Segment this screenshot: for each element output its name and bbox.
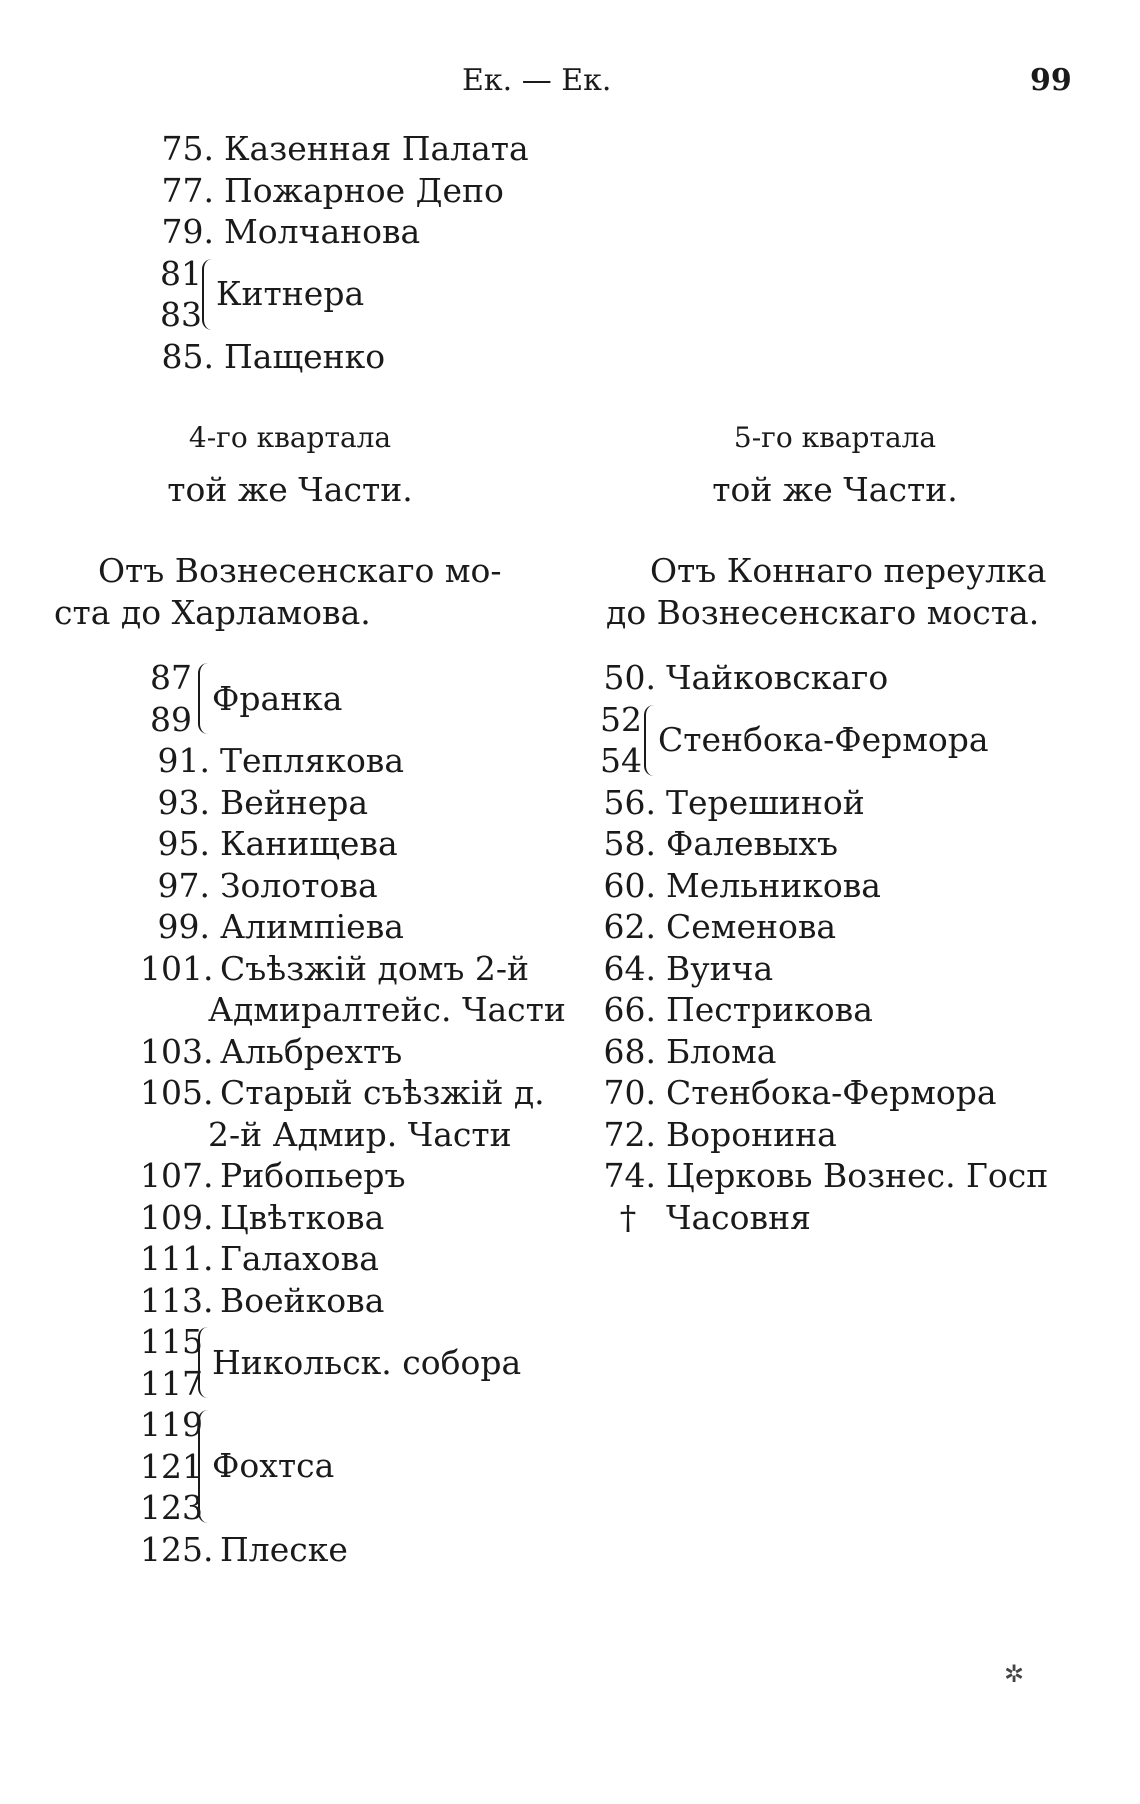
house-entry [140,823,566,865]
owner-name: Воейкова [220,1280,385,1320]
right-house-list [600,657,1048,1238]
right-quarter-heading: 5-го квартала [733,421,937,454]
brace-icon [198,663,208,734]
bracket-entry [140,1404,566,1529]
house-number: 62. [603,907,656,946]
house-number: 107. [140,1156,214,1195]
house-number: 60. [603,865,656,905]
house-entry [140,782,566,824]
owner-name: Фалевыхъ [666,824,839,863]
house-number: 125. [140,1529,214,1569]
brace-icon [644,705,654,776]
house-number: 89 [150,699,192,739]
house-entry [140,948,566,990]
house-number: 113. [140,1280,214,1320]
owner-name: Теплякова [220,741,405,780]
left-quarter-heading: 4-го квартала [188,421,392,454]
house-entry [140,1280,566,1322]
owner-name: Съѣзжій домъ 2-й [220,948,530,988]
house-entry [140,906,566,948]
owner-name: Часовня [666,1197,811,1237]
ornament-icon: ✲ [1004,1660,1025,1688]
house-number: 111. [140,1239,214,1278]
house-entry [600,1197,1048,1239]
owner-name: Стенбока-Фермора [658,720,989,759]
house-number: 58. [603,824,656,863]
owner-name: Цвѣткова [220,1197,385,1237]
house-number: 85. [161,336,214,376]
owner-name-continuation: 2-й Адмир. Части [208,1114,512,1154]
owner-name: Альбрехтъ [220,1031,403,1071]
house-entry [600,948,1048,990]
bracket-entry [600,699,1048,782]
house-number: 121 [140,1446,203,1486]
house-number: 75. [161,129,214,168]
owner-name: Вейнера [220,782,369,822]
owner-name: Плеске [220,1529,348,1569]
running-header: Ек. — Ек. [462,63,612,98]
house-number: 87 [150,658,192,697]
house-number: 103. [140,1031,214,1071]
house-number: 52 [600,699,642,739]
house-number: 83 [160,295,202,334]
owner-name: Рибопьеръ [220,1156,406,1195]
house-number: 72. [603,1114,656,1154]
house-number: 119 [140,1405,203,1444]
owner-name: Молчанова [224,212,421,251]
house-entry [140,740,566,782]
house-entry [600,1031,1048,1073]
house-number: 95. [157,824,210,863]
house-number: 81 [160,253,202,293]
house-number: 74. [603,1156,656,1195]
owner-name: Пожарное Депо [224,170,504,210]
brace-icon [198,1327,208,1398]
house-number: 50. [603,658,656,697]
owner-name: Мельникова [666,865,881,905]
owner-name: Терешиной [666,782,865,822]
house-entry [600,823,1048,865]
house-entry [140,1155,566,1197]
house-entry [600,1155,1048,1197]
house-entry [160,170,529,212]
brace-icon [202,259,212,330]
owner-name: Галахова [220,1239,379,1278]
house-number: 68. [603,1031,656,1071]
house-number: 54 [600,741,642,780]
owner-name: Фохтса [212,1446,335,1486]
brace-icon [198,1410,208,1523]
top-house-list [160,128,529,377]
house-number: 117 [140,1363,203,1403]
left-part-heading: той же Части. [167,470,413,509]
house-entry [160,336,529,378]
house-entry [600,1072,1048,1114]
house-entry [140,865,566,907]
bracket-entry [140,1321,566,1404]
owner-name: Пестрикова [666,990,873,1029]
owner-name: Старый съѣзжій д. [220,1073,545,1112]
house-number: 79. [161,212,214,251]
house-entry [140,1072,566,1114]
house-entry [600,657,1048,699]
right-subtitle-line2: до Вознесенскаго моста. [606,593,1040,632]
house-entry [140,1529,566,1571]
house-number: 115 [140,1322,203,1361]
house-entry [600,782,1048,824]
house-entry [600,906,1048,948]
owner-name: Семенова [666,907,837,946]
left-house-list [140,657,566,1570]
owner-name: Канищева [220,824,398,863]
house-number: 56. [603,782,656,822]
house-number: 97. [157,865,210,905]
house-entry [140,1197,566,1239]
house-entry [160,211,529,253]
right-subtitle-line1: Отъ Коннаго переулка [650,551,1047,590]
house-number: 105. [140,1073,214,1112]
house-number: 77. [161,170,214,210]
house-number: 93. [157,782,210,822]
house-entry [600,1114,1048,1156]
owner-name: Чайковскаго [666,658,889,697]
house-number: 91. [157,741,210,780]
bracket-entry [160,253,529,336]
page-number: 99 [1030,63,1072,98]
house-entry [140,1238,566,1280]
house-entry [140,1031,566,1073]
owner-name: Никольск. собора [212,1342,522,1382]
owner-name: Блома [666,1031,777,1071]
house-entry [160,128,529,170]
owner-name: Воронина [666,1114,837,1154]
house-number: 64. [603,948,656,988]
owner-name: Вуича [666,948,774,988]
owner-name: Франка [212,678,343,718]
house-number: 123 [140,1488,203,1527]
house-number: 66. [603,990,656,1029]
house-number: 99. [157,907,210,946]
house-number: 70. [603,1073,656,1112]
right-part-heading: той же Части. [712,470,958,509]
owner-name: Алимпіева [220,907,404,946]
cross-icon: † [619,1197,637,1237]
owner-name: Золотова [220,865,378,905]
owner-name: Китнера [216,274,365,313]
owner-name: Стенбока-Фермора [666,1073,997,1112]
left-subtitle-line2: ста до Харламова. [54,593,371,632]
owner-name-continuation: Адмиралтейс. Части [208,990,566,1029]
house-number: 109. [140,1197,214,1237]
owner-name: Церковь Вознес. Госп [666,1156,1049,1195]
house-entry [600,865,1048,907]
owner-name: Пащенко [224,336,386,376]
owner-name: Казенная Палата [224,129,529,168]
house-entry [600,989,1048,1031]
bracket-entry [140,657,566,740]
left-subtitle-line1: Отъ Вознесенскаго мо- [98,551,502,590]
house-number: 101. [140,948,214,988]
